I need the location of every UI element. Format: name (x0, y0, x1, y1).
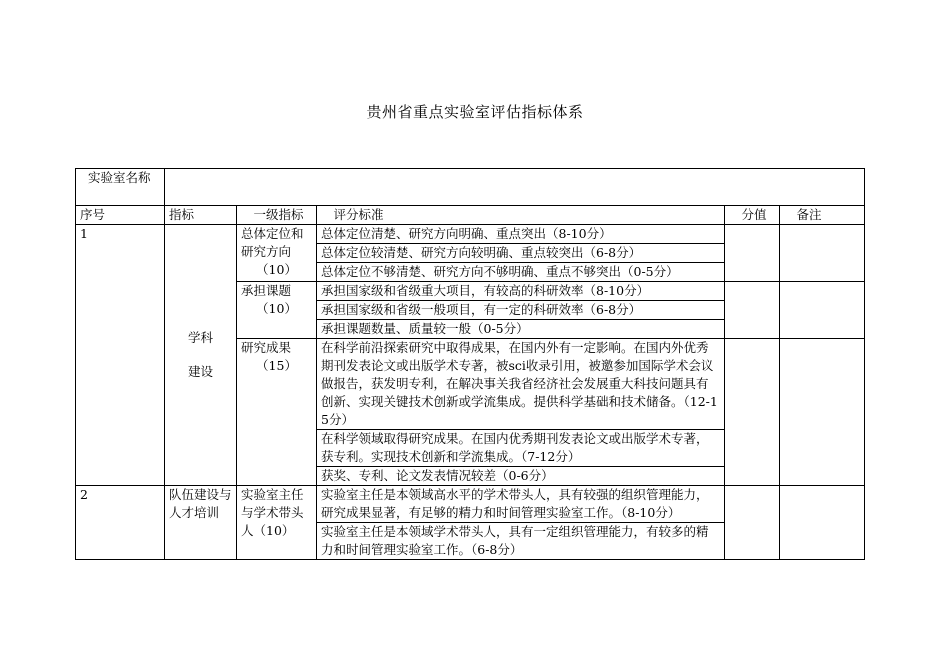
table-row (76, 225, 865, 244)
lab-name-value (165, 169, 865, 206)
header-remark: 备注 (780, 206, 865, 225)
evaluation-table (75, 168, 865, 560)
criteria-cell: 获奖、专利、论文发表情况较差（0-6分） (317, 467, 725, 486)
document-title: 贵州省重点实验室评估指标体系 (366, 103, 584, 121)
section-2-seq: 2 (76, 486, 165, 560)
header-seq: 序号 (76, 206, 165, 225)
criteria-cell: 承担国家级和省级一般项目，有一定的科研效率（6-8分） (317, 301, 725, 320)
level1-positioning (237, 225, 317, 282)
header-criteria: 评分标准 (317, 206, 725, 225)
lab-name-label: 实验室名称 (76, 169, 165, 206)
criteria-cell: 总体定位不够清楚、研究方向不够明确、重点不够突出（0-5分） (317, 263, 725, 282)
remark-cell (780, 339, 865, 486)
criteria-cell: 承担国家级和省级重大项目，有较高的科研效率（8-10分） (317, 282, 725, 301)
criteria-cell: 总体定位清楚、研究方向明确、重点突出（8-10分） (317, 225, 725, 244)
score-cell (725, 339, 780, 486)
level1-projects-score: （10） (256, 301, 297, 316)
header-row (76, 206, 865, 225)
table-row (76, 486, 865, 523)
remark-cell (780, 225, 865, 282)
remark-cell (780, 486, 865, 560)
criteria-cell: 实验室主任是本领域高水平的学术带头人，具有较强的组织管理能力，研究成果显著，有足够的精力和时间管理实验室工作。（8-10分） (317, 486, 725, 523)
level1-projects-label: 承担课题 (241, 283, 292, 298)
criteria-cell: 承担课题数量、质量较一般（0-5分） (317, 320, 725, 339)
criteria-cell: 总体定位较清楚、研究方向较明确、重点较突出（6-8分） (317, 244, 725, 263)
level1-positioning-score: （10） (256, 262, 297, 277)
level1-results (237, 339, 317, 486)
header-score: 分值 (725, 206, 780, 225)
header-level1: 一级指标 (237, 206, 317, 225)
lab-name-row (76, 169, 865, 206)
level1-director: 实验室主任与学术带头人（10） (237, 486, 317, 560)
section-1-indicator (165, 225, 237, 486)
section-1-indicator-line1: 学科 (187, 330, 213, 345)
score-cell (725, 225, 780, 282)
level1-results-label: 研究成果 (241, 340, 292, 355)
section-1-indicator-line2: 建设 (187, 364, 213, 379)
section-2-indicator: 队伍建设与人才培训 (165, 486, 237, 560)
criteria-cell: 在科学领域取得研究成果。在国内优秀期刊发表论文或出版学术专著，获专利。实现技术创新和学流集成。（7-12分） (317, 430, 725, 467)
header-indicator: 指标 (165, 206, 237, 225)
level1-results-score: （15） (256, 358, 297, 373)
score-cell (725, 282, 780, 339)
criteria-cell: 实验室主任是本领域学术带头人，具有一定组织管理能力，有较多的精力和时间管理实验室工作。（6-8分） (317, 523, 725, 560)
section-1-seq: 1 (76, 225, 165, 486)
level1-positioning-label: 总体定位和研究方向 (241, 226, 304, 259)
remark-cell (780, 282, 865, 339)
level1-projects (237, 282, 317, 339)
criteria-cell: 在科学前沿探索研究中取得成果，在国内外有一定影响。在国内外优秀期刊发表论文或出版学术专著，被sci收录引用，被邀参加国际学术会议做报告，获发明专利，在解决事关我省经济社会发展重大科技问题具有创新、实现关键技术创新或学流集成。提供科学基础和技术储备。（12-15分） (317, 339, 725, 430)
score-cell (725, 486, 780, 560)
